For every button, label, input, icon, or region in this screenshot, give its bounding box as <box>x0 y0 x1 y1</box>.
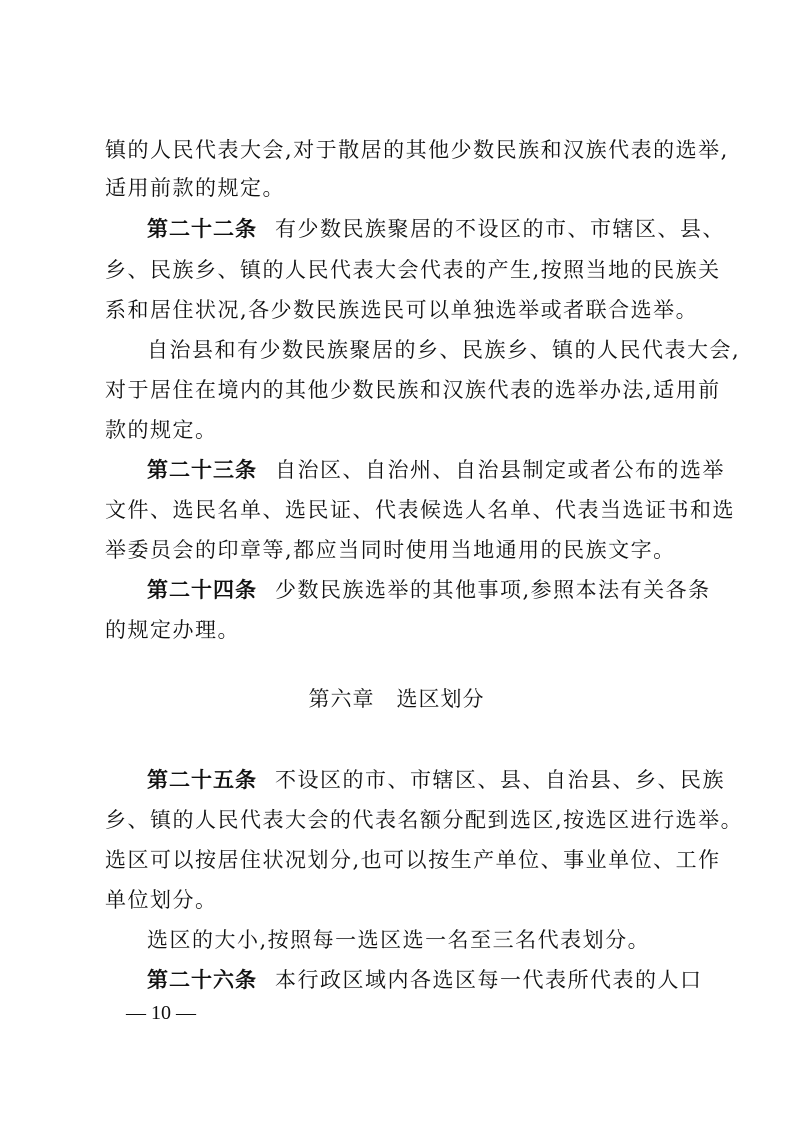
article-label: 第二十四条 <box>147 578 257 602</box>
article-label: 第二十三条 <box>147 458 257 482</box>
paragraph-line: 乡、民族乡、镇的人民代表大会代表的产生,按照当地的民族关 <box>105 258 721 282</box>
article-text: 不设区的市、市辖区、县、自治县、乡、民族 <box>275 768 725 792</box>
article-24-line <box>147 578 711 602</box>
article-23-line <box>147 458 725 482</box>
page-number: — 10 — <box>126 1002 196 1024</box>
paragraph-line: 镇的人民代表大会,对于散居的其他少数民族和汉族代表的选举, <box>105 138 729 162</box>
chapter-title: 第六章 选区划分 <box>308 687 485 711</box>
paragraph-line: 举委员会的印章等,都应当同时使用当地通用的民族文字。 <box>105 538 676 562</box>
article-text: 自治区、自治州、自治县制定或者公布的选举 <box>275 458 725 482</box>
article-text: 有少数民族聚居的不设区的市、市辖区、县、 <box>275 217 725 241</box>
article-label: 第二十六条 <box>147 968 257 992</box>
paragraph-line: 对于居住在境内的其他少数民族和汉族代表的选举办法,适用前 <box>105 378 721 402</box>
paragraph-line: 选区可以按居住状况划分,也可以按生产单位、事业单位、工作 <box>105 848 721 872</box>
paragraph-line: 单位划分。 <box>105 888 218 912</box>
paragraph-line: 款的规定。 <box>105 418 218 442</box>
paragraph-line: 系和居住状况,各少数民族选民可以单独选举或者联合选举。 <box>105 298 699 322</box>
article-22-line <box>147 217 725 241</box>
article-text: 本行政区域内各选区每一代表所代表的人口 <box>275 968 703 992</box>
paragraph-line: 自治县和有少数民族聚居的乡、民族乡、镇的人民代表大会, <box>147 338 741 362</box>
paragraph-line: 文件、选民名单、选民证、代表候选人名单、代表当选证书和选 <box>105 498 735 522</box>
article-25-line <box>147 768 725 792</box>
article-26-line <box>147 968 703 992</box>
paragraph-line: 适用前款的规定。 <box>105 176 285 200</box>
article-text: 少数民族选举的其他事项,参照本法有关各条 <box>275 578 711 602</box>
paragraph-line: 乡、镇的人民代表大会的代表名额分配到选区,按选区进行选举。 <box>105 808 744 832</box>
paragraph-line: 选区的大小,按照每一选区选一名至三名代表划分。 <box>147 928 651 952</box>
article-label: 第二十二条 <box>147 217 257 241</box>
paragraph-line: 的规定办理。 <box>105 618 240 642</box>
article-label: 第二十五条 <box>147 768 257 792</box>
